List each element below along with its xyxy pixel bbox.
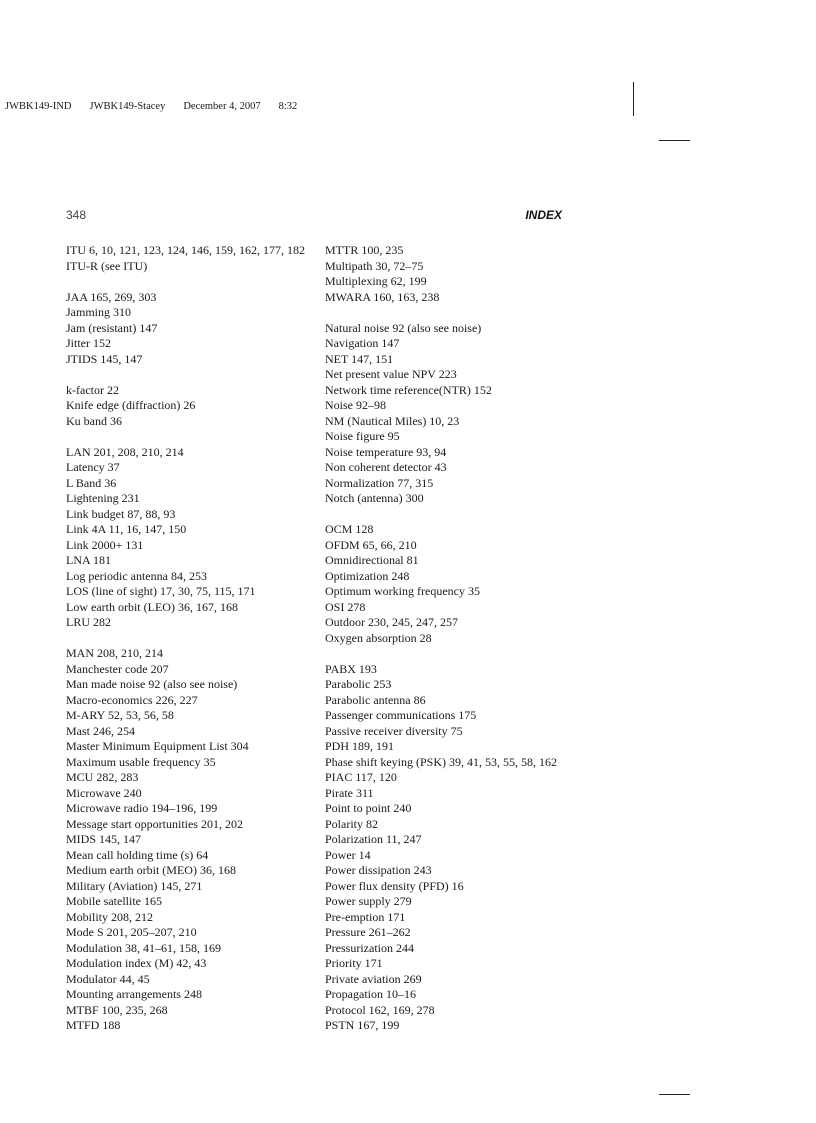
index-entry: MAN 208, 210, 214 [66,646,164,660]
index-entry: Net present value NPV 223 [325,367,457,381]
index-entry: Propagation 10–16 [325,987,416,1001]
index-entry: Noise 92–98 [325,398,386,412]
slug-time: 8:32 [278,101,298,112]
index-column-right [325,243,625,1034]
index-group-gap [325,507,625,523]
running-head: INDEX [525,208,562,222]
index-entry: Lightening 231 [66,491,140,505]
index-entry: Phase shift keying (PSK) 39, 41, 53, 55, 58, 162 [325,754,557,769]
index-entry: Power 14 [325,847,371,862]
index-entry: Link 2000+ 131 [66,537,144,552]
index-entry: Microwave 240 [66,785,142,800]
index-group-gap [66,631,316,647]
index-entry: Knife edge (diffraction) 26 [66,398,196,412]
index-entry: Modulator 44, 45 [66,971,150,986]
index-entry: LOS (line of sight) 17, 30, 75, 115, 171 [66,584,256,598]
index-entry: Point to point 240 [325,801,412,815]
index-entry: Network time reference(NTR) 152 [325,382,492,397]
index-entry: Mode S 201, 205–207, 210 [66,925,197,939]
index-entry: Maximum usable frequency 35 [66,754,216,769]
index-entry: MWARA 160, 163, 238 [325,289,440,304]
index-entry: Passenger communications 175 [325,708,477,722]
index-group-gap [66,274,316,290]
index-entry: MIDS 145, 147 [66,832,142,846]
index-entry: Medium earth orbit (MEO) 36, 168 [66,863,236,877]
index-entry: Modulation index (M) 42, 43 [66,956,207,970]
index-entry: Modulation 38, 41–61, 158, 169 [66,940,221,955]
index-entry: ITU 6, 10, 121, 123, 124, 146, 159, 162, 177, 182 [66,243,305,257]
index-entry: Link budget 87, 88, 93 [66,506,176,521]
index-entry: Jitter 152 [66,336,111,350]
index-entry: L Band 36 [66,475,117,490]
index-entry: Natural noise 92 (also see noise) [325,320,482,335]
index-group-gap [66,429,316,445]
index-entry: Manchester code 207 [66,661,169,676]
index-entry: Polarization 11, 247 [325,832,422,846]
index-entry: Mounting arrangements 248 [66,987,202,1001]
vertical-rule [633,82,634,116]
index-entry: Oxygen absorption 28 [325,630,432,645]
index-entry: Protocol 162, 169, 278 [325,1002,435,1017]
index-group-gap [325,305,625,321]
index-entry: Latency 37 [66,460,120,474]
index-entry: MCU 282, 283 [66,770,139,784]
index-entry: Notch (antenna) 300 [325,491,424,505]
index-entry: Power dissipation 243 [325,863,432,877]
index-entry: Parabolic antenna 86 [325,692,426,707]
index-entry: Passive receiver diversity 75 [325,723,463,738]
index-entry: NET 147, 151 [325,351,394,366]
index-entry: Microwave radio 194–196, 199 [66,801,218,815]
index-entry: PIAC 117, 120 [325,770,397,784]
index-entry: k-factor 22 [66,382,119,397]
index-entry: Low earth orbit (LEO) 36, 167, 168 [66,599,238,614]
index-entry: MTBF 100, 235, 268 [66,1002,168,1017]
index-entry: PDH 189, 191 [325,739,395,753]
slug-book-id: JWBK149-Stacey [89,101,166,112]
index-entry: NM (Nautical Miles) 10, 23 [325,413,460,428]
index-entry: Normalization 77, 315 [325,475,434,490]
index-entry: Mast 246, 254 [66,723,135,738]
index-entry: Pirate 311 [325,785,374,800]
index-group-gap [66,367,316,383]
index-entry: JAA 165, 269, 303 [66,289,157,304]
index-column-left [66,243,316,1034]
index-entry: Outdoor 230, 245, 247, 257 [325,615,458,629]
index-entry: Multiplexing 62, 199 [325,274,427,288]
index-entry: Noise figure 95 [325,429,400,443]
page-number: 348 [66,208,87,222]
crop-mark-bottom [659,1094,690,1095]
index-entry: Power flux density (PFD) 16 [325,878,464,893]
index-entry: Polarity 82 [325,816,378,831]
index-entry: Power supply 279 [325,894,412,908]
index-entry: Master Minimum Equipment List 304 [66,739,249,753]
index-entry: PABX 193 [325,661,377,676]
slug-date: December 4, 2007 [183,101,261,112]
index-entry: Pre-emption 171 [325,909,406,924]
index-entry: MTTR 100, 235 [325,243,404,257]
index-entry: Jamming 310 [66,305,131,319]
index-entry: Optimization 248 [325,568,410,583]
index-entry: JTIDS 145, 147 [66,351,143,366]
index-entry: Man made noise 92 (also see noise) [66,677,238,691]
index-entry: Macro-economics 226, 227 [66,692,198,707]
index-entry: ITU-R (see ITU) [66,258,148,273]
index-entry: Mean call holding time (s) 64 [66,847,209,862]
index-entry: LRU 282 [66,615,111,629]
print-slug [5,101,315,112]
index-entry: Non coherent detector 43 [325,460,447,474]
index-entry: Navigation 147 [325,336,400,350]
index-entry: OFDM 65, 66, 210 [325,537,417,552]
crop-mark-top [659,140,690,141]
index-entry: Multipath 30, 72–75 [325,258,424,273]
index-entry: OCM 128 [325,522,374,536]
index-entry: Pressurization 244 [325,940,414,955]
index-entry: Ku band 36 [66,413,122,428]
index-entry: Mobility 208, 212 [66,909,154,924]
index-entry: Parabolic 253 [325,677,392,691]
index-entry: Noise temperature 93, 94 [325,444,447,459]
index-group-gap [325,646,625,662]
index-entry: M-ARY 52, 53, 56, 58 [66,708,174,722]
index-entry: Jam (resistant) 147 [66,320,158,335]
index-entry: Military (Aviation) 145, 271 [66,878,203,893]
index-entry: PSTN 167, 199 [325,1018,400,1032]
index-entry: Optimum working frequency 35 [325,584,480,598]
index-entry: LAN 201, 208, 210, 214 [66,444,184,459]
index-entry: OSI 278 [325,599,366,614]
index-entry: Message start opportunities 201, 202 [66,816,243,831]
index-entry: Mobile satellite 165 [66,894,162,908]
index-entry: LNA 181 [66,553,111,567]
index-entry: Link 4A 11, 16, 147, 150 [66,522,187,536]
index-entry: Log periodic antenna 84, 253 [66,568,207,583]
index-entry: MTFD 188 [66,1018,121,1032]
index-entry: Omnidirectional 81 [325,553,419,567]
index-entry: Private aviation 269 [325,971,422,986]
index-entry: Pressure 261–262 [325,925,411,939]
index-entry: Priority 171 [325,956,383,970]
slug-file-id: JWBK149-IND [5,101,72,112]
